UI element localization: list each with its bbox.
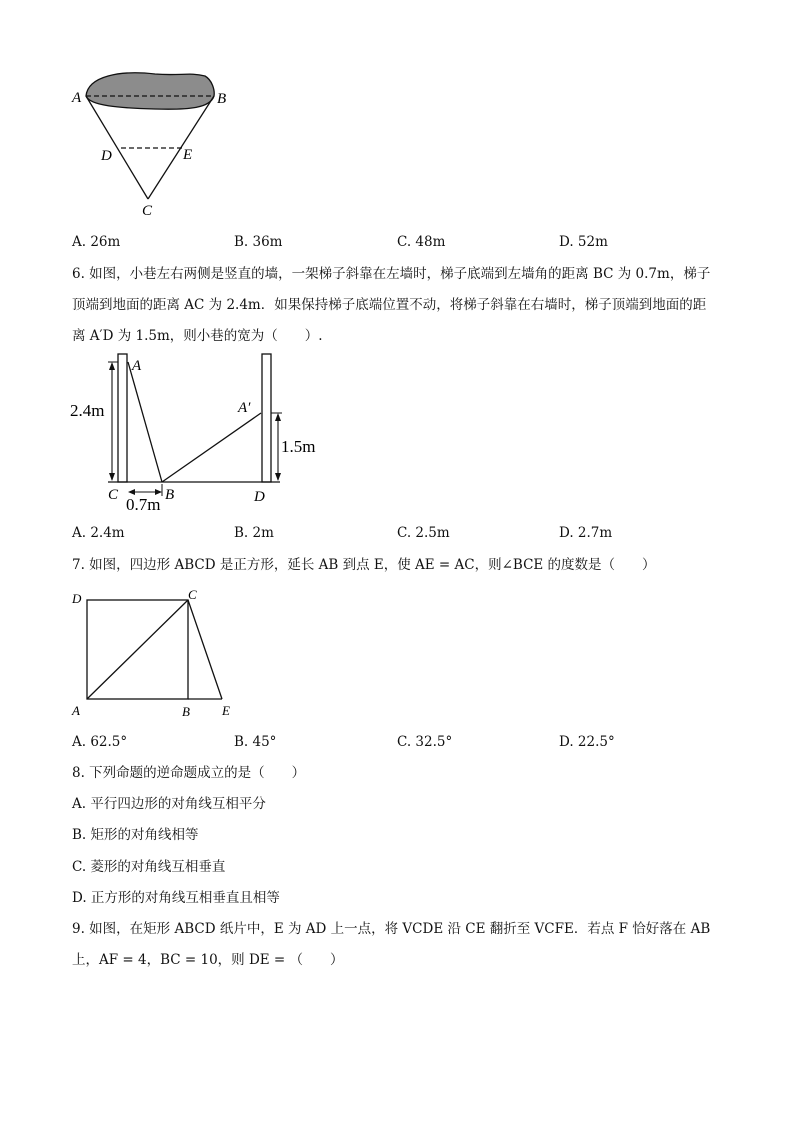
q9-text-line1: 9. 如图，在矩形 ABCD 纸片中，E 为 AD 上一点，将 VCDE 沿 CE 翻折至 VCFE．若点 F 恰好落在 AB — [72, 921, 711, 937]
q5-label-C: C — [142, 203, 153, 219]
q6-option-d: D. 2.7m — [559, 525, 613, 541]
q8-option-b: B. 矩形的对角线相等 — [72, 827, 199, 843]
q6-ladder-left — [128, 362, 162, 482]
q5-label-D: D — [101, 148, 112, 164]
q7-option-b: B. 45° — [234, 734, 277, 750]
q6-option-c: C. 2.5m — [397, 525, 450, 541]
q6-label-B: B — [165, 487, 175, 503]
q5-option-b: B. 36m — [234, 234, 283, 250]
q5-option-d: D. 52m — [559, 234, 608, 250]
q7-option-c: C. 32.5° — [397, 734, 453, 750]
q7-label-E: E — [222, 703, 230, 718]
q7-label-A: A — [72, 703, 80, 718]
q6-ladder-right — [162, 413, 261, 482]
q7-option-d: D. 22.5° — [559, 734, 615, 750]
q7-label-C: C — [188, 587, 197, 602]
q6-left-wall — [118, 354, 127, 482]
q7-diagonal-AC — [87, 600, 188, 699]
q6-label-C: C — [108, 487, 119, 503]
q6-text-line3: 离 A′D 为 1.5m，则小巷的宽为（ ）. — [72, 328, 323, 344]
q7-text: 7. 如图，四边形 ABCD 是正方形，延长 AB 到点 E，使 AE = AC，则∠BCE 的度数是（ ） — [72, 557, 656, 573]
q5-cone-figure — [60, 60, 250, 225]
q6-text-line1: 6. 如图，小巷左右两侧是竖直的墙，一架梯子斜靠在左墙时，梯子底端到左墙角的距离 BC 为 0.7m，梯子 — [72, 266, 711, 282]
q8-text: 8. 下列命题的逆命题成立的是（ ） — [72, 765, 306, 781]
q5-label-B: B — [217, 91, 227, 107]
q6-right-height-label: 1.5m — [281, 437, 316, 456]
q6-option-a: A. 2.4m — [72, 525, 125, 541]
q7-label-B: B — [182, 704, 190, 719]
q6-left-height-label: 2.4m — [70, 401, 105, 420]
q6-label-A: A — [132, 358, 142, 374]
q9-text-line2: 上，AF = 4，BC = 10，则 DE = （ ） — [72, 952, 344, 968]
q7-square-figure — [66, 585, 246, 720]
q7-label-D: D — [72, 591, 82, 606]
q6-right-wall — [262, 354, 271, 482]
q6-label-D: D — [254, 489, 265, 505]
q6-base-label: 0.7m — [126, 495, 161, 514]
q7-option-a: A. 62.5° — [72, 734, 128, 750]
q8-option-d: D. 正方形的对角线互相垂直且相等 — [72, 890, 280, 906]
q5-label-E: E — [183, 147, 193, 163]
q6-text-line2: 顶端到地面的距离 AC 为 2.4m．如果保持梯子底端位置不动，将梯子斜靠在右墙时，梯子顶端到地面的距 — [72, 297, 707, 313]
q5-shaded-region — [86, 73, 214, 109]
q6-label-A-prime: A′ — [238, 400, 251, 416]
q6-option-b: B. 2m — [234, 525, 274, 541]
q8-option-c: C. 菱形的对角线互相垂直 — [72, 859, 226, 875]
q6-ladder-figure — [68, 348, 328, 518]
q7-line-CE — [188, 600, 222, 699]
q5-option-a: A. 26m — [72, 234, 121, 250]
q8-option-a: A. 平行四边形的对角线互相平分 — [72, 796, 266, 812]
q5-option-c: C. 48m — [397, 234, 446, 250]
q5-label-A: A — [72, 90, 82, 106]
